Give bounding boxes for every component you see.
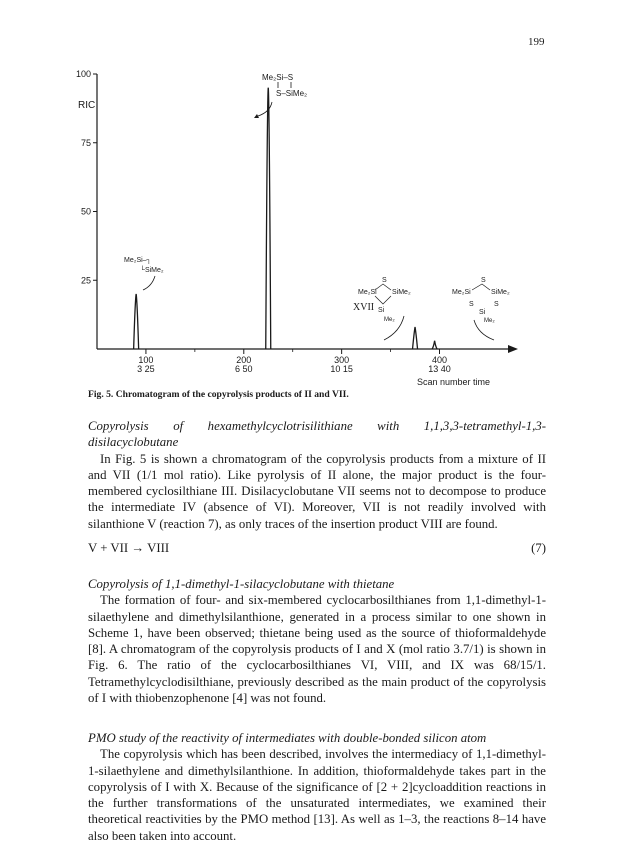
- structure-top-line2: S–SiMe₂: [276, 89, 308, 98]
- figure-caption: [88, 389, 349, 400]
- structure-right2-s: S: [481, 277, 486, 284]
- structure-left-line1: Me₂Si–┐: [124, 257, 152, 264]
- structure-right2-s2: S: [469, 301, 474, 308]
- structure-top-line1: Me₂Si–S: [262, 73, 294, 82]
- y-tick-label-50: 50: [80, 206, 91, 217]
- section-1-heading: Copyrolysis of hexamethylcyclotrisilithiane with 1,1,3,3-tetramethyl-1,3-disilacyclobutane: [88, 419, 546, 450]
- structure-left-arrow: [143, 276, 155, 290]
- section-3: [88, 730, 546, 844]
- figure-caption-label: Fig. 5.: [88, 389, 114, 400]
- structure-right2-me: Me₂: [484, 318, 495, 324]
- figure-caption-text: Chromatogram of the copyrolysis products of II and VII.: [113, 389, 349, 400]
- section-2: [88, 576, 546, 706]
- structure-right1-si: Si: [378, 307, 385, 314]
- structure-top-arrow: [258, 102, 272, 116]
- page-number: 199: [528, 36, 545, 48]
- x-axis-label: Scan number time: [417, 377, 491, 387]
- structure-right2-right: SiMe₂: [491, 289, 510, 296]
- structure-right2-si: Si: [479, 309, 486, 316]
- y-tick-label-25: 25: [80, 275, 91, 286]
- x-tick-time-200: 6 50: [235, 364, 253, 374]
- section-2-heading: Copyrolysis of 1,1-dimethyl-1-silacyclobutane with thietane: [88, 577, 395, 591]
- structure-left-line2: └SiMe₂: [140, 267, 164, 274]
- section-3-paragraph: The copyrolysis which has been described, involves the intermediacy of 1,1-dimethyl-1-silaethylene and dimethylsilanthione. In addition, thioformaldehyde takes part in the copyrolysis of I with X. Because of the significance of [2 + 2]cycloaddition reactions in the further transformations of the unsaturated intermediates, we examined their theoretical reactivities by the PMO method [13]. As well as 1–3, the reactions 8–14 have also been taken into account.: [88, 747, 546, 843]
- x-tick-time-300: 10 15: [330, 364, 353, 374]
- section-1: [88, 418, 546, 556]
- structure-right1-me: Me₂: [384, 317, 395, 323]
- peak-4: [432, 341, 437, 349]
- x-tick-label-100: 100: [138, 355, 154, 365]
- section-3-heading: PMO study of the reactivity of intermediates with double-bonded silicon atom: [88, 731, 487, 745]
- structure-right2-left: Me₂Si: [452, 289, 471, 296]
- chromatogram-chart: [0, 0, 624, 400]
- x-tick-label-400: 400: [431, 355, 448, 365]
- chromatogram-figure: [0, 0, 624, 400]
- y-tick-label-100: 100: [75, 69, 91, 79]
- equation-text: V + VII → VIII: [88, 541, 170, 556]
- x-tick-time-400: 13 40: [428, 364, 451, 374]
- structure-right1-s: S: [382, 277, 387, 284]
- structure-right1-left: Me₂Si: [358, 289, 377, 296]
- peak-3: [413, 327, 418, 349]
- structure-right1-right: SiMe₂: [392, 289, 411, 296]
- structure-right2-s3: S: [494, 301, 499, 308]
- x-tick-time-100: 3 25: [137, 364, 155, 374]
- section-1-paragraph: In Fig. 5 is shown a chromatogram of the copyrolysis products from a mixture of II and VII (1/1 mol ratio). Like pyrolysis of II alone, the major product is the four-membered cyclosilthiane III. Disilacyclobutane VII seems not to decompose to produce the intermediate IV (absence of VI). Moreover, VII is not readily involved with silanthione V (reaction 7), as only traces of the insertion product VIII are found.: [88, 451, 546, 531]
- section-2-paragraph: The formation of four- and six-membered cyclocarbosilthianes from 1,1-dimethyl-1-silaethylene and dimethylsilanthione, generated in a process similar to one shown in Scheme 1, have been observed; thietane being used as the source of thioformaldehyde [8]. A chromatogram of the copyrolysis products of I and X (mol ratio 3.7/1) is shown in Fig. 6. The ratio of the cyclocarbosilthianes VI, VIII, and IX was 68/15/1. Tetramethylcyclodisilthiane, previously described as the main product of the copyrolysis of I with thiobenzophenone [4] was not found.: [88, 593, 546, 706]
- peak-1: [134, 294, 139, 349]
- y-axis-label: RIC: [78, 100, 96, 111]
- equation-7: [88, 540, 546, 556]
- peak-label-xvii: XVII: [353, 302, 375, 313]
- x-tick-label-200: 200: [236, 355, 252, 365]
- equation-number: (7): [531, 541, 546, 556]
- x-axis-arrow: [508, 345, 518, 353]
- peak-2: [266, 88, 271, 349]
- y-tick-label-75: 75: [80, 137, 91, 148]
- x-tick-label-300: 300: [334, 355, 350, 365]
